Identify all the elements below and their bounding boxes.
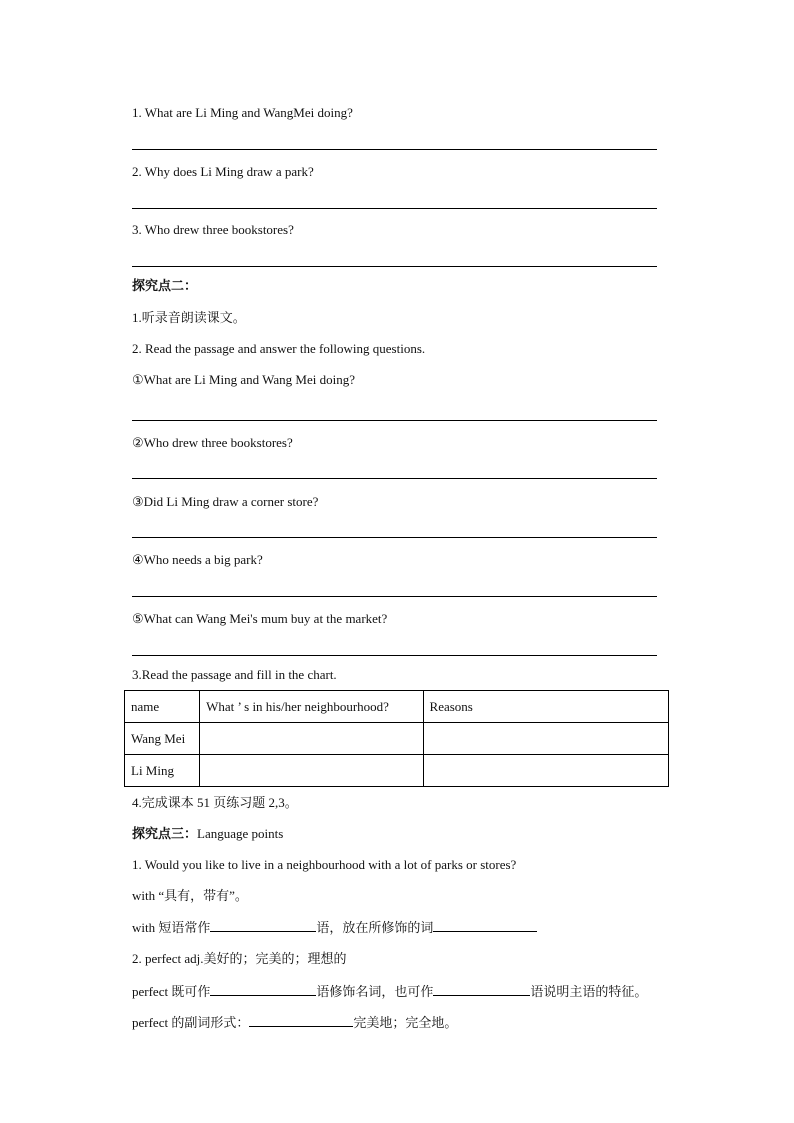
reading-question-5: ⑤What can Wang Mei's mum buy at the market? <box>132 611 388 626</box>
language-point-2: 2. perfect adj.美好的；完美的；理想的 <box>132 951 347 966</box>
row-name-cell: Li Ming <box>125 755 200 787</box>
reading-question-2: ②Who drew three bookstores? <box>132 435 293 450</box>
section-heading-3 <box>132 826 283 842</box>
header-neighbourhood: What ’ s in his/her neighbourhood? <box>200 691 423 723</box>
fill-blank[interactable] <box>210 983 316 996</box>
instruction-1: 1.听录音朗读课文。 <box>132 310 246 325</box>
header-name: name <box>125 691 200 723</box>
answer-line[interactable] <box>132 655 657 656</box>
perfect-adverb <box>132 1014 457 1031</box>
row-name-cell: Wang Mei <box>125 723 200 755</box>
neighbourhood-cell[interactable] <box>200 723 423 755</box>
answer-line[interactable] <box>132 537 657 538</box>
fill-blank[interactable] <box>433 919 537 932</box>
reasons-cell[interactable] <box>423 755 668 787</box>
question-3: 3. Who drew three bookstores? <box>132 222 294 237</box>
section-heading-3-label: 探究点三： <box>132 826 198 841</box>
perfect-adverb-text-2: 完美地；完全地。 <box>353 1015 458 1030</box>
answer-line[interactable] <box>132 149 657 150</box>
language-point-1: 1. Would you like to live in a neighbourhood with a lot of parks or stores? <box>132 857 517 872</box>
with-meaning: with “具有，带有”。 <box>132 888 248 903</box>
answer-line[interactable] <box>132 478 657 479</box>
fill-blank[interactable] <box>433 983 530 996</box>
reading-question-4: ④Who needs a big park? <box>132 552 263 567</box>
section-heading-2: 探究点二： <box>132 278 198 293</box>
instruction-2: 2. Read the passage and answer the following questions. <box>132 341 426 356</box>
fill-blank[interactable] <box>249 1014 353 1027</box>
instruction-4: 4.完成课本 51 页练习题 2,3。 <box>132 795 298 810</box>
perfect-adverb-text-1: perfect 的副词形式： <box>132 1015 250 1030</box>
answer-line[interactable] <box>132 208 657 209</box>
chart-row <box>125 755 669 787</box>
chart-header-row <box>125 691 669 723</box>
instruction-3: 3.Read the passage and fill in the chart. <box>132 667 337 682</box>
with-usage-text-2: 语，放在所修饰的词 <box>316 920 434 935</box>
answer-line[interactable] <box>132 420 657 421</box>
reasons-cell[interactable] <box>423 723 668 755</box>
question-1: 1. What are Li Ming and WangMei doing? <box>132 105 353 120</box>
fill-in-chart <box>124 690 669 787</box>
with-usage <box>132 919 537 936</box>
question-2: 2. Why does Li Ming draw a park? <box>132 164 314 179</box>
header-reasons: Reasons <box>423 691 668 723</box>
perfect-usage-text-1: perfect 既可作 <box>132 984 211 999</box>
perfect-usage <box>132 983 647 1000</box>
section-heading-3-suffix: Language points <box>197 826 284 841</box>
perfect-usage-text-3: 语说明主语的特征。 <box>530 984 648 999</box>
with-usage-text-1: with 短语常作 <box>132 920 211 935</box>
perfect-usage-text-2: 语修饰名词，也可作 <box>316 984 434 999</box>
neighbourhood-cell[interactable] <box>200 755 423 787</box>
fill-blank[interactable] <box>210 919 316 932</box>
reading-question-3: ③Did Li Ming draw a corner store? <box>132 494 319 509</box>
answer-line[interactable] <box>132 266 657 267</box>
answer-line[interactable] <box>132 596 657 597</box>
chart-row <box>125 723 669 755</box>
reading-question-1: ①What are Li Ming and Wang Mei doing? <box>132 372 356 387</box>
